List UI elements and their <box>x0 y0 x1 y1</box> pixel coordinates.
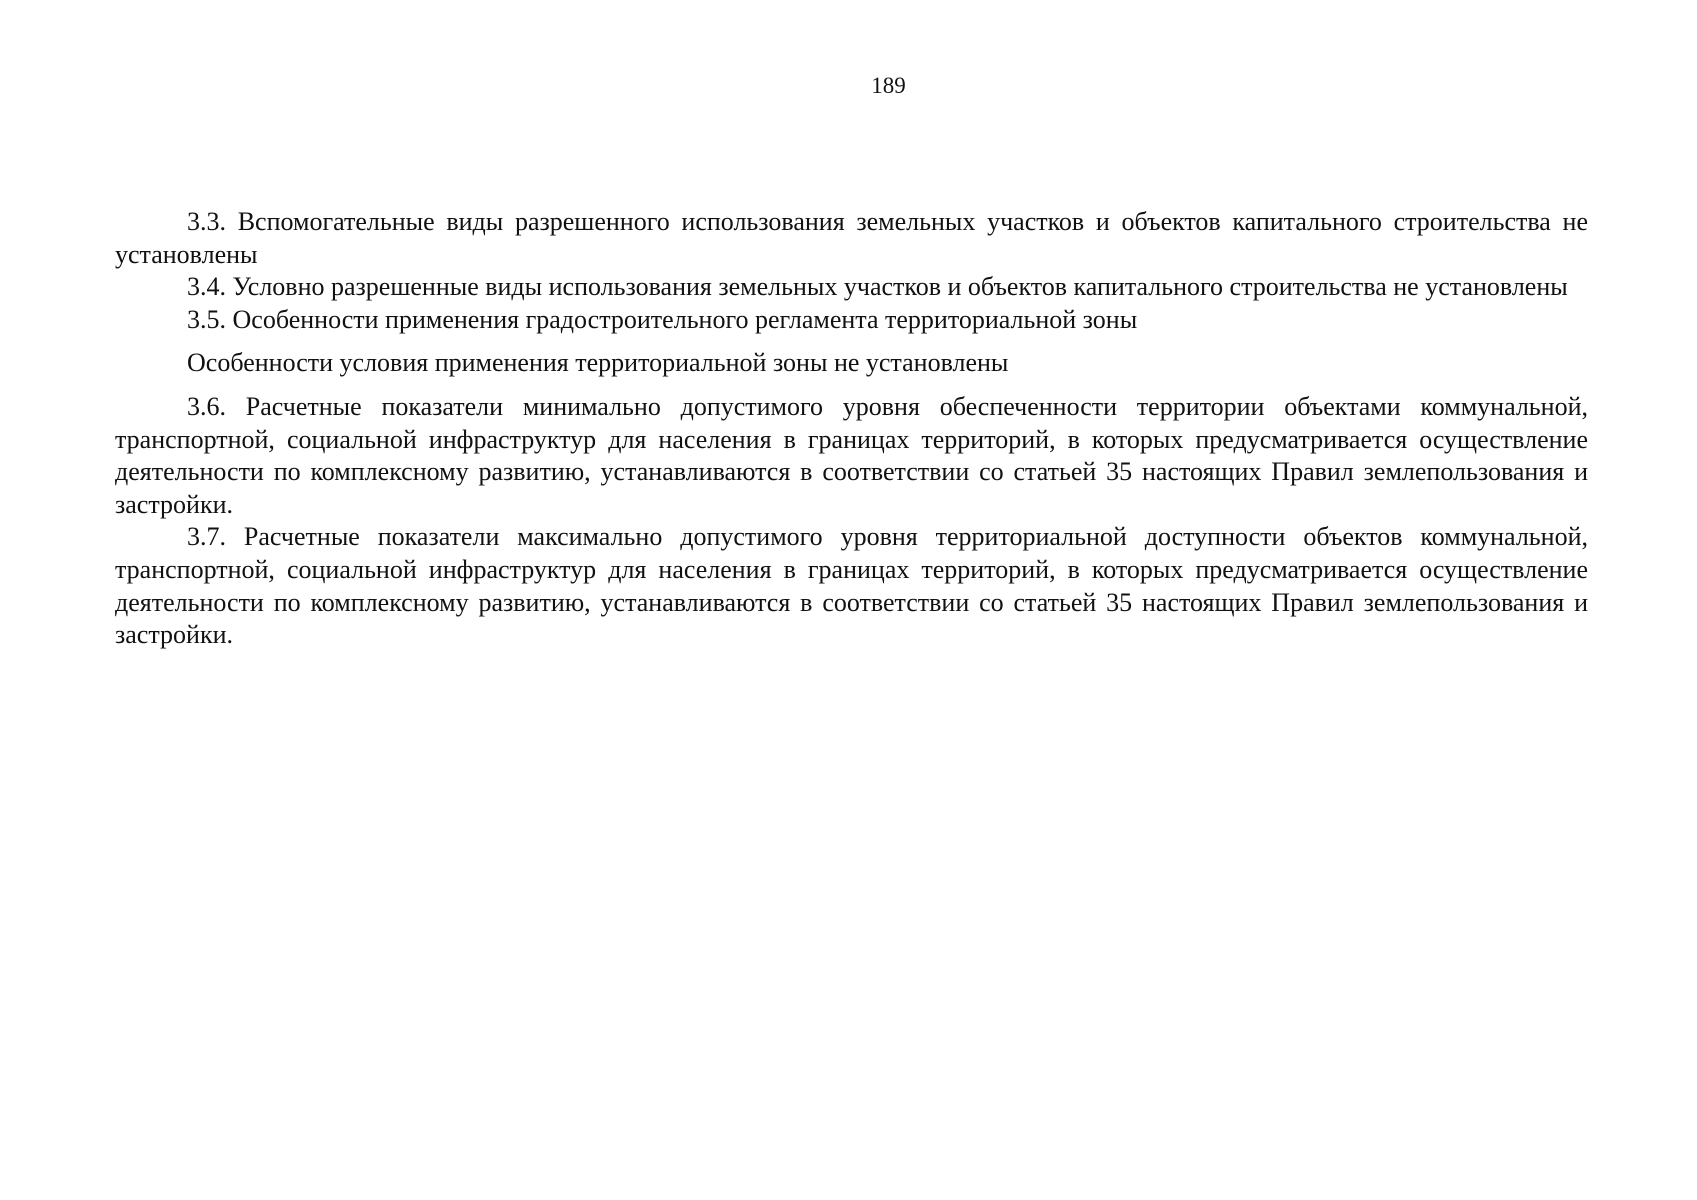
paragraph-3-6: 3.6. Расчетные показатели минимально допустимого уровня обеспеченности территории объектами коммунальной, транспортной, социальной инфраструктур для населения в границах территорий, в которых предусматривается осуществление деятельности по комплексному развитию, устанавливаются в соответствии со статьей 35 настоящих Правил землепользования и застройки. <box>115 391 1588 519</box>
paragraph-3-7: 3.7. Расчетные показатели максимально допустимого уровня территориальной доступности объектов коммунальной, транспортной, социальной инфраструктур для населения в границах территорий, в которых предусматривается осуществление деятельности по комплексному развитию, устанавливаются в соответствии со статьей 35 настоящих Правил землепользования и застройки. <box>115 522 1588 650</box>
document-body <box>115 206 1588 652</box>
page-number: 189 <box>871 73 906 98</box>
paragraph-3-5-heading: 3.5. Особенности применения градостроительного регламента территориальной зоны <box>187 304 1138 334</box>
paragraph-3-5-text: Особенности условия применения территориальной зоны не установлены <box>187 348 1009 378</box>
paragraph-3-4: 3.4. Условно разрешенные виды использования земельных участков и объектов капитального строительства не установлены <box>187 272 1568 302</box>
paragraph-3-3: 3.3. Вспомогательные виды разрешенного использования земельных участков и объектов капитального строительства не установлены <box>115 207 1588 269</box>
